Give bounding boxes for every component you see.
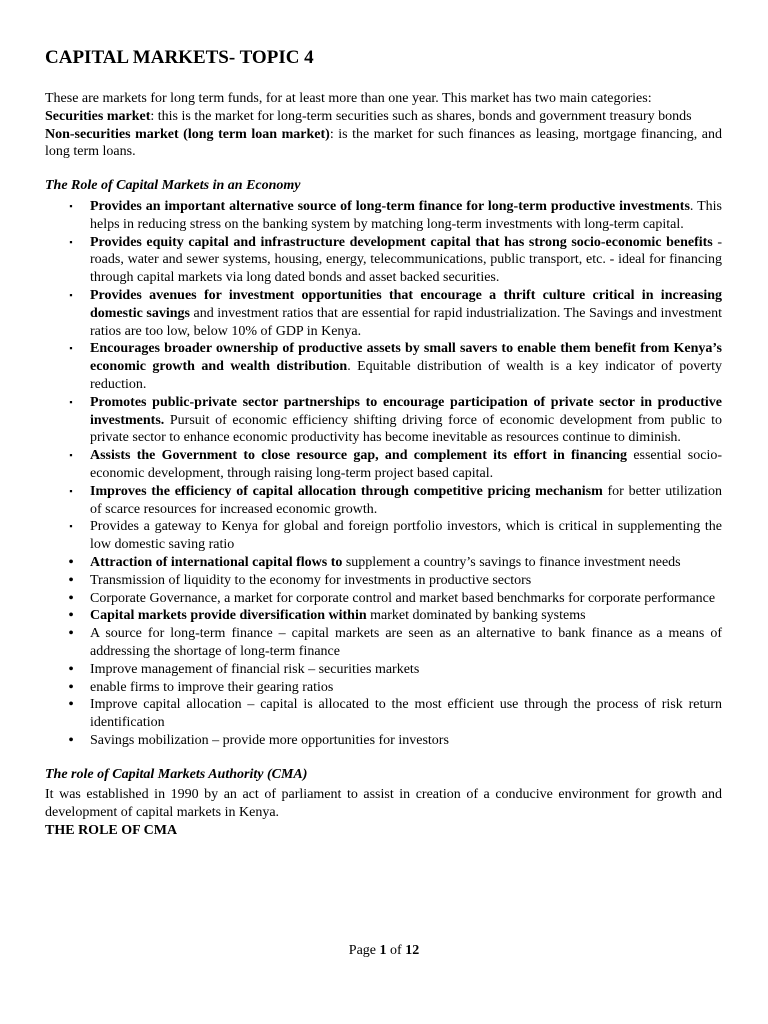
role-list-item xyxy=(45,625,722,661)
role-item-text: market dominated by banking systems xyxy=(366,608,586,624)
role-item-text: essential socio-economic development, through raising long-term project based capital. xyxy=(90,448,723,481)
role-item-bold: Provides equity capital and infrastructure development capital that has strong socio-economic benefits xyxy=(90,234,713,250)
category-non-securities xyxy=(45,126,722,162)
role-item-text: Savings mobilization – provide more opportunities for investors xyxy=(90,732,449,748)
role-item-bold: Encourages broader ownership of productive assets by small savers to enable them benefit from Kenya’s economic growth and wealth distribution xyxy=(90,341,722,375)
page-footer xyxy=(0,942,768,960)
round-bullet-icon: • xyxy=(68,589,74,607)
round-bullet-icon: • xyxy=(68,678,74,696)
role-item-bold: Provides avenues for investment opportunities that encourage a thrift culture critical in increasing domestic savings xyxy=(90,287,722,321)
document-title: CAPITAL MARKETS- TOPIC 4 xyxy=(45,47,314,68)
role-item-bold: Attraction of international capital flows to xyxy=(90,554,343,570)
footer-middle: of xyxy=(386,943,406,958)
square-bullet-icon: ▪ xyxy=(69,450,73,461)
role-item-bold: Provides an important alternative source of long-term finance for long-term productive investments xyxy=(90,198,690,214)
role-item-text: Provides a gateway to Kenya for global and foreign portfolio investors, which is critical in supplementing the low domestic saving ratio xyxy=(90,519,722,553)
category-text: : is the market for such finances as leasing, mortgage financing, and long term loans. xyxy=(45,126,722,160)
role-heading: The Role of Capital Markets in an Economy xyxy=(45,178,301,194)
role-item-bold: Promotes public-private sector partnerships to encourage participation of private sector in productive investments. xyxy=(90,394,722,428)
role-item-text: Improve management of financial risk – securities markets xyxy=(90,661,420,677)
cma-heading: The role of Capital Markets Authority (CMA) xyxy=(45,766,308,782)
round-bullet-icon: • xyxy=(68,571,74,589)
round-bullet-icon: • xyxy=(68,553,74,571)
role-list-item xyxy=(45,590,722,608)
cma-subheading: THE ROLE OF CMA xyxy=(45,823,178,839)
role-list-item xyxy=(45,661,722,679)
role-list-item xyxy=(45,483,722,519)
role-list-item xyxy=(45,572,722,590)
role-list-item xyxy=(45,732,722,750)
square-bullet-icon: ▪ xyxy=(69,289,73,300)
category-term: Non-securities market (long term loan market) xyxy=(45,126,330,142)
round-bullet-icon: • xyxy=(68,731,74,749)
role-list-item xyxy=(45,607,722,625)
role-list-item xyxy=(45,394,722,447)
round-bullet-icon: • xyxy=(68,625,74,643)
category-securities xyxy=(45,108,722,126)
role-item-text: - roads, water and sewer systems, housing, energy, telecommunications, public transport, etc. - ideal for financing through capital markets via long dated bonds and asset backed securities. xyxy=(90,234,722,286)
role-list-item xyxy=(45,679,722,697)
footer-current-page: 1 xyxy=(379,943,387,958)
role-item-text: Corporate Governance, a market for corporate control and market based benchmarks for corporate performance xyxy=(90,590,716,606)
role-list-item xyxy=(45,198,722,234)
role-list-item xyxy=(45,287,722,340)
square-bullet-icon: ▪ xyxy=(69,521,73,532)
square-bullet-icon: ▪ xyxy=(69,236,73,247)
role-item-text: for better utilization of scarce resources for increased economic growth. xyxy=(90,483,722,517)
footer-total-pages: 12 xyxy=(405,943,420,958)
square-bullet-icon: ▪ xyxy=(69,396,73,407)
role-item-text: supplement a country’s savings to finance investment needs xyxy=(342,554,681,570)
round-bullet-icon: • xyxy=(68,607,74,625)
role-item-text: Pursuit of economic efficiency shifting driving force of economic development from public to private sector to enhance economic productivity has become inevitable as resources continue to diminish. xyxy=(90,412,722,446)
square-bullet-icon: ▪ xyxy=(69,343,73,354)
role-item-bold: Capital markets provide diversification within xyxy=(90,608,367,624)
category-term: Securities market xyxy=(45,108,151,124)
square-bullet-icon: ▪ xyxy=(69,485,73,496)
role-item-bold: Improves the efficiency of capital allocation through competitive pricing mechanism xyxy=(90,483,603,499)
cma-paragraph: It was established in 1990 by an act of parliament to assist in creation of a conducive environment for growth and development of capital markets in Kenya. xyxy=(45,787,722,821)
round-bullet-icon: • xyxy=(68,696,74,714)
role-item-text: . This helps in reducing stress on the banking system by matching long-term investments with long-term capital. xyxy=(90,198,723,232)
role-item-text: enable firms to improve their gearing ratios xyxy=(90,679,334,695)
category-text: : this is the market for long-term securities such as shares, bonds and government treasury bonds xyxy=(150,108,692,124)
role-list-item xyxy=(45,234,722,287)
role-item-text: and investment ratios that are essential for rapid industrialization. The Savings and investment ratios are too low, below 10% of GDP in Kenya. xyxy=(90,305,722,339)
footer-prefix: Page xyxy=(348,943,380,958)
role-item-text: Transmission of liquidity to the economy for investments in productive sectors xyxy=(90,572,532,588)
role-item-text: Improve capital allocation – capital is allocated to the most efficient use through the process of risk return identification xyxy=(90,697,722,731)
roles-list xyxy=(45,198,722,750)
role-list-item xyxy=(45,554,722,572)
role-list-item xyxy=(45,518,722,554)
role-item-text: . Equitable distribution of wealth is a key indicator of poverty reduction. xyxy=(90,359,722,392)
intro-paragraph: These are markets for long term funds, for at least more than one year. This market has two main categories: xyxy=(45,91,652,106)
role-item-text: A source for long-term finance – capital markets are seen as an alternative to bank finance as a means of addressing the shortage of long-term finance xyxy=(90,626,722,659)
document-page xyxy=(45,46,722,840)
role-list-item xyxy=(45,447,722,483)
role-item-bold: Assists the Government to close resource gap, and complement its effort in financing xyxy=(90,448,628,464)
role-list-item xyxy=(45,340,722,393)
role-list-item xyxy=(45,696,722,732)
square-bullet-icon: ▪ xyxy=(69,200,73,211)
round-bullet-icon: • xyxy=(68,660,74,678)
